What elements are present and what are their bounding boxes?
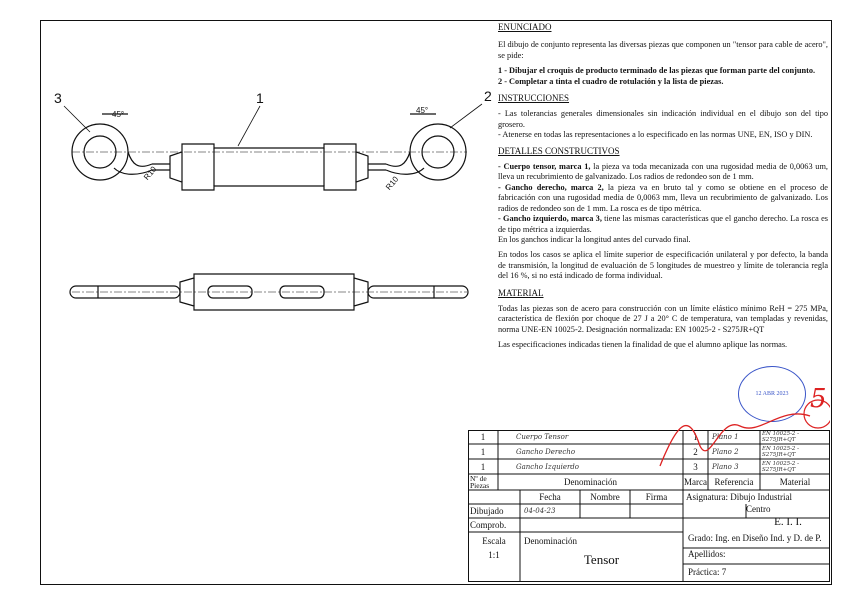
detalle-2 [498, 183, 828, 214]
enunciado-paragraph: El dibujo de conjunto representa las diversas piezas que componen un "tensor para cable de acero", se pide: [498, 40, 828, 60]
part-2-qty: 1 [480, 446, 486, 457]
dibujado-fecha: 04-04-23 [524, 507, 556, 515]
detalle-1 [498, 162, 828, 183]
part-2-material: EN 10025-2 - S275JR+QT [762, 445, 800, 458]
header-marca: Marca [684, 477, 707, 487]
dim-angle-right: 45° [416, 106, 429, 115]
part-1-mark: 1 [693, 432, 698, 442]
centro-value: E. I. I. [774, 516, 802, 528]
instrucciones-title: INSTRUCCIONES [498, 93, 570, 104]
part-3-name: Gancho Izquierdo [516, 462, 580, 471]
enunciado-item-1: 1 - Dibujar el croquis de producto terminado de las piezas que forman parte del conjunto. [498, 66, 816, 76]
part-3-qty: 1 [480, 461, 486, 472]
asignatura: Asignatura: Dibujo Industrial [686, 492, 792, 502]
detalle-1-text: la pieza va toda mecanizada con una rugosidad media de 0,0063 um, lleva un recubrimiento de galvanizado. Los radios de redondeo son de 1 mm. [498, 162, 828, 182]
material-title: MATERIAL [498, 287, 544, 298]
part-2-ref: Plano 2 [712, 447, 739, 456]
grade-mark: 5 [810, 384, 827, 414]
instruccion-1: - Las tolerancias generales dimensionales sin indicación individual en el dibujo son del tipo grosero. [498, 109, 828, 129]
enunciado-title: ENUNCIADO [498, 22, 552, 32]
label-firma: Firma [645, 492, 668, 502]
part-3-material: EN 10025-2 - S275JR+QT [762, 460, 800, 473]
material-paragraph: Todas las piezas son de acero para construcción con un límite elástico mínimo ReH = 275 MPa, característica de flexión por choque de 27 J a 20° C de temperatura, van templadas y revenidas, norma UNE-EN 10025-2. Designación normalizada: EN 10025-2 - S275JR+QT [498, 303, 828, 334]
detalles-title: DETALLES CONSTRUCTIVOS [498, 145, 620, 156]
part-1-name: Cuerpo Tensor [516, 433, 569, 441]
instruccion-2: - Atenerse en todas las representaciones a lo especificado en las normas UNE, EN, ISO y DIN. [498, 130, 813, 140]
label-dibujado: Dibujado [470, 506, 504, 516]
label-denominacion: Denominación [524, 536, 577, 546]
header-n-piezas: Nº de Piezas [470, 474, 490, 490]
practica: Práctica: 7 [688, 567, 727, 577]
detalle-2-label: - Gancho derecho, marca 2, [498, 182, 604, 192]
header-material: Material [779, 477, 811, 487]
part-1-ref: Plano 1 [712, 433, 739, 441]
header-denominacion: Denominación [564, 477, 617, 487]
part-3-ref: Plano 3 [712, 462, 739, 471]
detalle-3-text: tiene las mismas características que el gancho derecho. La rosca es de tipo métrica a izquierdas. [498, 214, 828, 234]
red-signature [650, 396, 830, 476]
center-lines [72, 152, 467, 292]
label-nombre: Nombre [590, 492, 620, 502]
part-3-mark: 3 [693, 461, 698, 472]
callout-1: 1 [256, 90, 264, 106]
detalle-3 [498, 214, 828, 235]
header-referencia: Referencia [714, 477, 754, 487]
dim-radius-left: R10 [142, 164, 159, 182]
detalle-1-label: - Cuerpo tensor, marca 1, [498, 162, 591, 172]
part-2-name: Gancho Derecho [516, 447, 576, 456]
label-comprob: Comprob. [470, 520, 507, 530]
part-1-material: EN 10025-2 - S275JR+QT [762, 431, 800, 443]
dim-angle-left: 45° [112, 110, 125, 119]
detalle-5: En todos los casos se aplica el límite superior de especificación unilateral y por defecto, la banda de transmisión, la longitud de evaluación de 5 longitudes de muestreo y límite de tolerancia regla del 16 %, si no está indicado de forma individual. [498, 250, 828, 281]
apellidos: Apellidos: [688, 549, 726, 559]
escala-value: 1:1 [488, 550, 500, 560]
label-escala: Escala [482, 536, 506, 546]
detalle-3-label: - Gancho izquierdo, marca 3, [498, 214, 602, 224]
callout-2: 2 [484, 88, 492, 104]
dim-radius-right: R10 [384, 174, 401, 192]
grado: Grado: Ing. en Diseño Ind. y D. de P. [688, 533, 822, 543]
stamp-date: 12 ABR 2023 [755, 391, 789, 397]
drawing-title: Tensor [583, 552, 620, 567]
part-2-mark: 2 [693, 446, 698, 457]
detalle-2-text: la pieza va en bruto tal y como se obtiene en el proceso de fabricación con una rugosidad media de 0,0063 mm, lleva un recubrimiento de galvanizado. Los radios de redondeo son de 1 mm. La rosca es de tipo métrica. [498, 182, 828, 213]
detalle-4: En los ganchos indicar la longitud antes del curvado final. [498, 234, 691, 244]
label-fecha: Fecha [539, 492, 561, 502]
part-1-qty: 1 [480, 432, 486, 442]
callout-3: 3 [54, 90, 62, 106]
enunciado-item-2: 2 - Completar a tinta el cuadro de rotulación y la lista de piezas. [498, 76, 724, 86]
material-note: Las especificaciones indicadas tienen la finalidad de que el alumno aplique las normas. [498, 340, 788, 350]
label-centro: Centro [746, 504, 771, 514]
assembly-drawing [42, 24, 492, 354]
statement-text [498, 22, 828, 356]
